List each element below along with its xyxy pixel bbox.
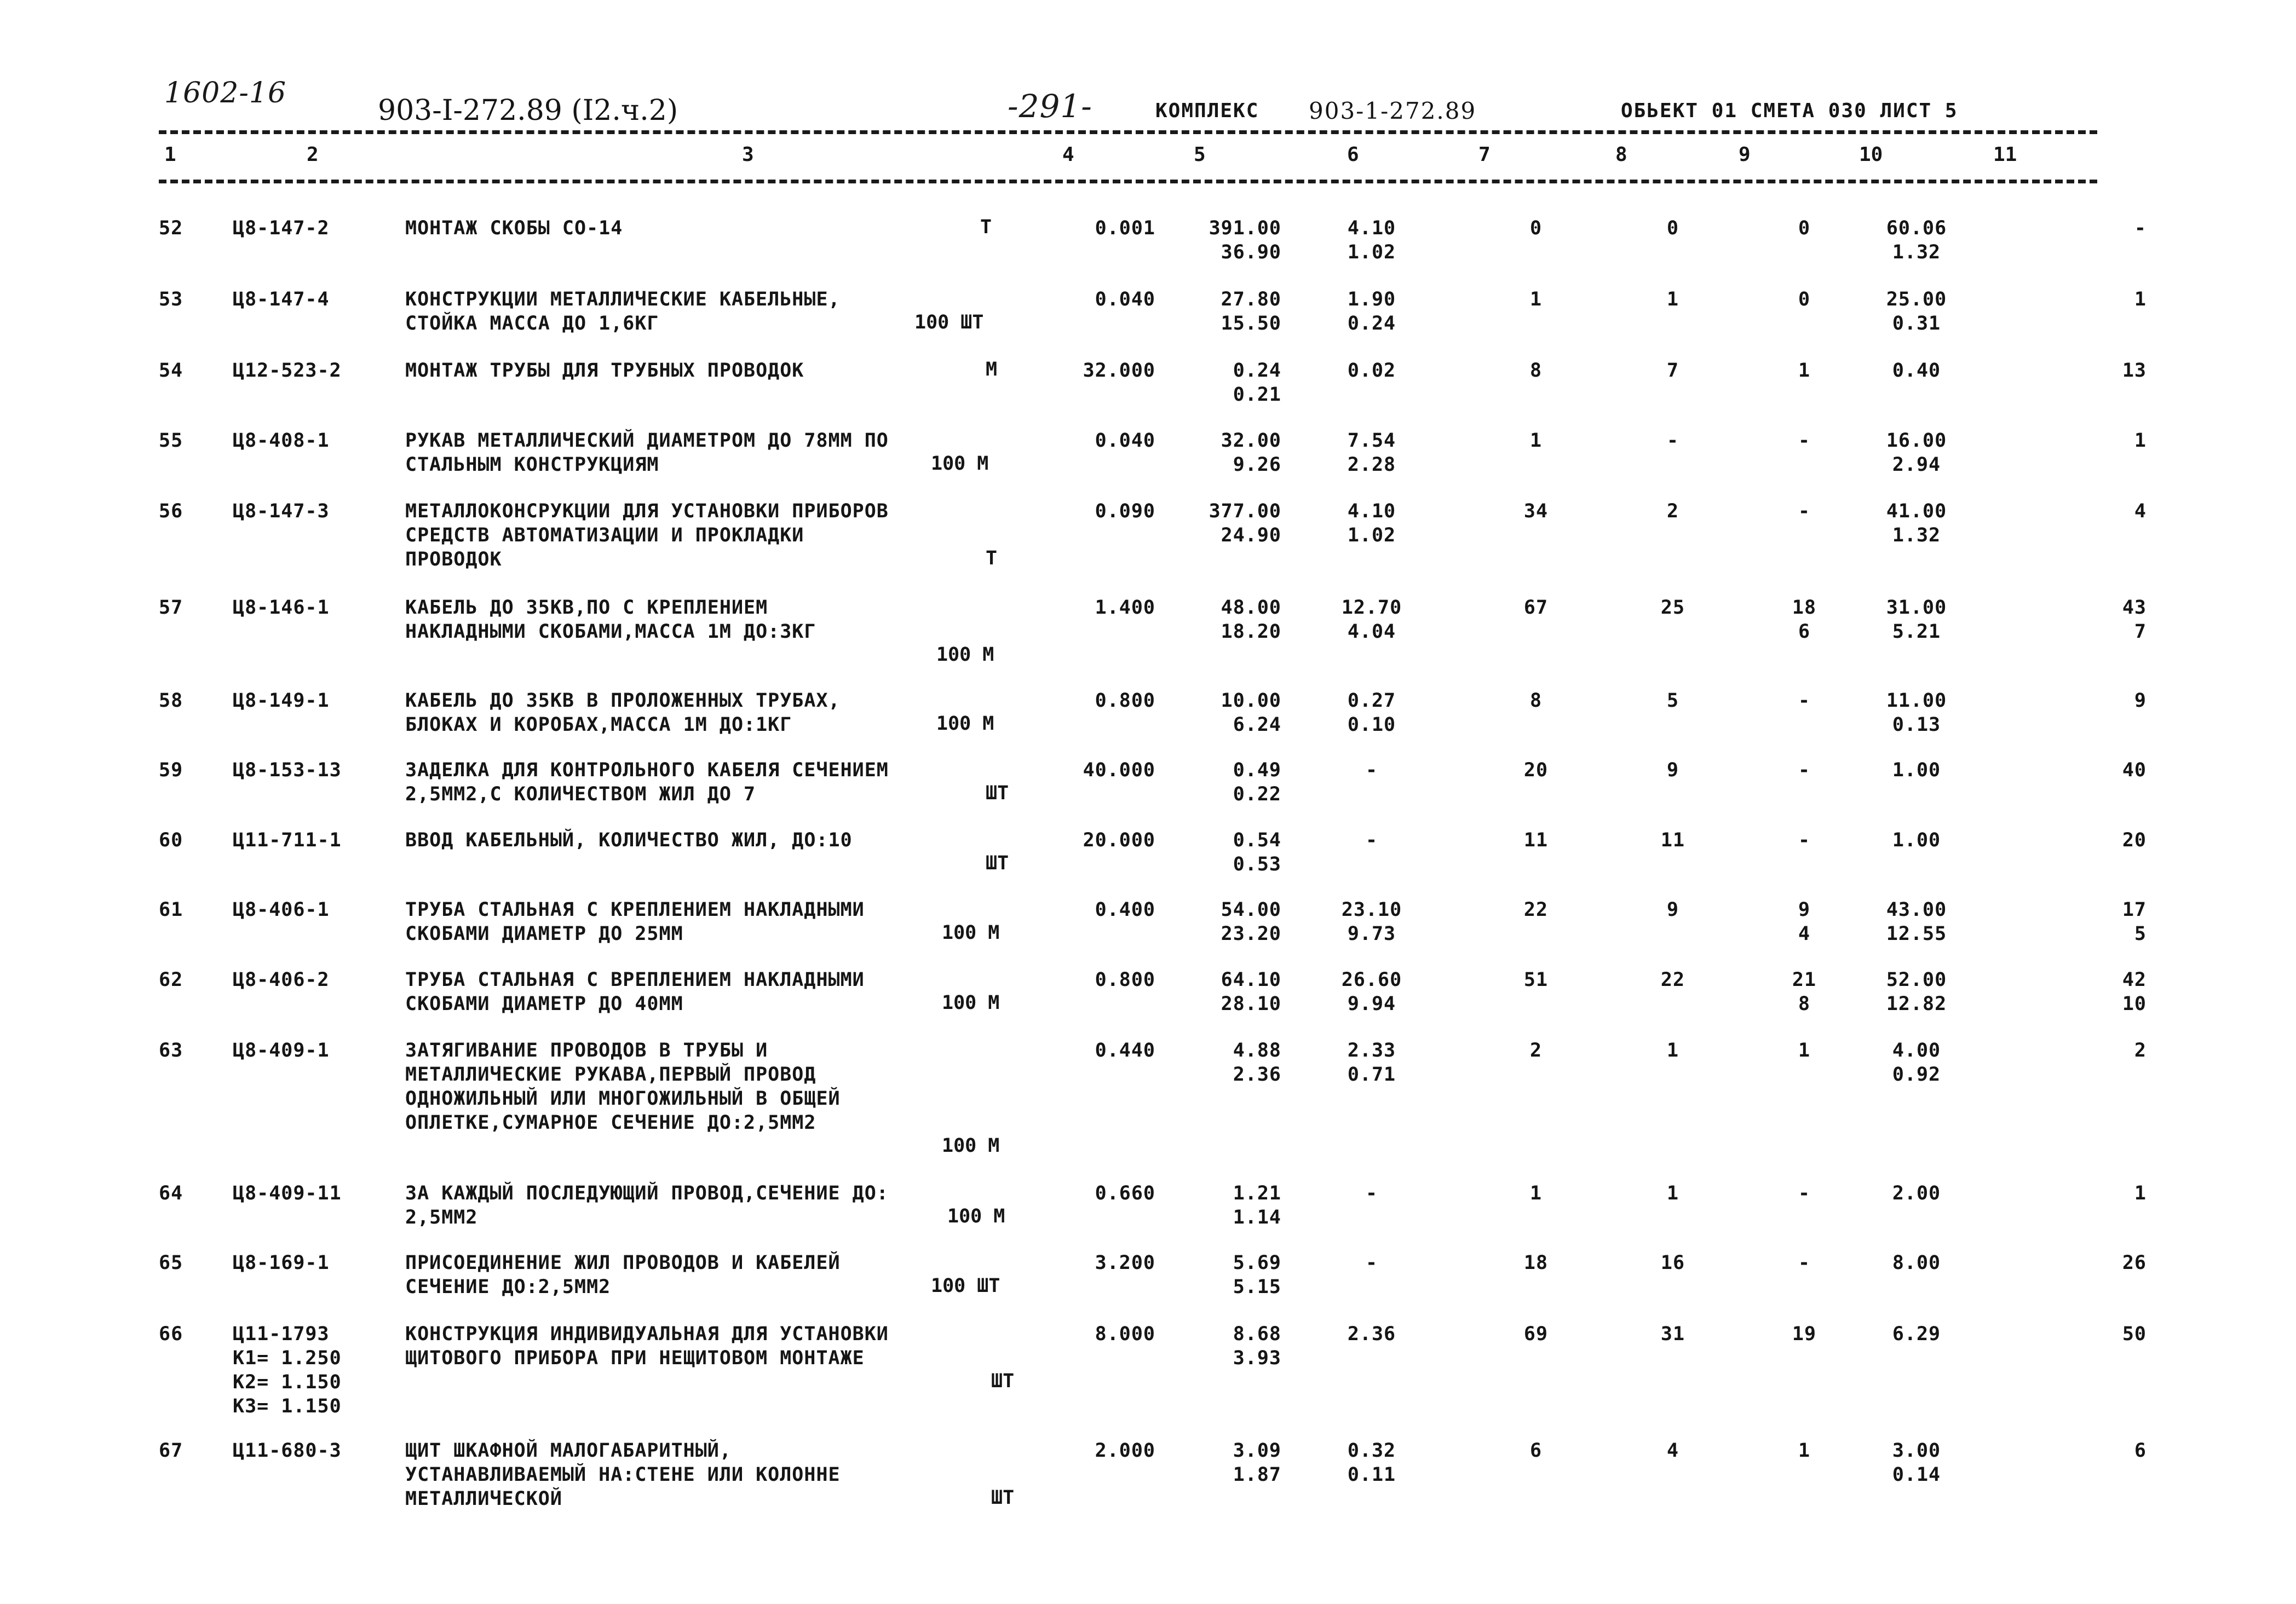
row-col7: 0 — [1529, 217, 1543, 239]
top-rule — [159, 130, 2097, 134]
row-description: ТРУБА СТАЛЬНАЯ С ВРЕПЛЕНИЕМ НАКЛАДНЫМИ СКОБАМИ ДИАМЕТР ДО 40ММ — [405, 969, 865, 1015]
row-col8: 2 — [1666, 500, 1679, 522]
row-unit: 100 М — [942, 992, 1000, 1014]
row-col5: 8.68 3.93 — [1233, 1323, 1281, 1369]
page-number: -291- — [1008, 88, 1092, 125]
row-col10: 0.40 — [1892, 360, 1941, 382]
row-col6: 26.60 9.94 — [1341, 969, 1402, 1015]
row-col11: 50 — [2122, 1323, 2147, 1345]
row-quantity: 0.440 — [1095, 1040, 1155, 1061]
row-col9: - — [1798, 829, 1811, 851]
row-col7: 6 — [1529, 1440, 1543, 1462]
row-number: 63 — [159, 1040, 183, 1061]
row-description: КАБЕЛЬ ДО 35КВ,ПО С КРЕПЛЕНИЕМ НАКЛАДНЫМИ СКОБАМИ,МАССА 1М ДО:3КГ — [405, 597, 816, 643]
row-code: Ц8-147-2 — [233, 217, 330, 239]
row-col9: 18 6 — [1792, 597, 1817, 643]
row-col11: 13 — [2122, 360, 2147, 382]
col-num-1: 1 — [164, 143, 176, 166]
col-num-9: 9 — [1739, 143, 1751, 166]
row-description: ПРИСОЕДИНЕНИЕ ЖИЛ ПРОВОДОВ И КАБЕЛЕЙ СЕЧЕНИЕ ДО:2,5ММ2 — [405, 1252, 841, 1298]
row-code: Ц8-149-1 — [233, 690, 330, 712]
row-number: 60 — [159, 829, 183, 851]
row-quantity: 0.800 — [1095, 969, 1155, 991]
row-unit: ШТ — [991, 1487, 1015, 1509]
row-code: Ц11-1793 К1= 1.250 К2= 1.150 К3= 1.150 — [233, 1323, 342, 1417]
row-quantity: 0.400 — [1095, 899, 1155, 921]
row-quantity: 2.000 — [1095, 1440, 1155, 1462]
row-col10: 60.06 1.32 — [1886, 217, 1947, 263]
column-numbers — [0, 143, 2296, 171]
row-unit: ШТ — [991, 1370, 1015, 1392]
row-code: Ц12-523-2 — [233, 360, 342, 382]
row-col6: 2.36 — [1347, 1323, 1396, 1345]
row-quantity: 0.040 — [1095, 430, 1155, 452]
row-code: Ц8-153-13 — [233, 759, 342, 781]
row-description: ТРУБА СТАЛЬНАЯ С КРЕПЛЕНИЕМ НАКЛАДНЫМИ СКОБАМИ ДИАМЕТР ДО 25ММ — [405, 899, 865, 945]
row-col9: - — [1798, 500, 1811, 522]
row-unit: 100 М — [931, 453, 989, 475]
row-col5: 391.00 36.90 — [1209, 217, 1281, 263]
col-num-11: 11 — [1993, 143, 2017, 166]
row-col11: 17 5 — [2122, 899, 2147, 945]
complex-code: 903-1-272.89 — [1309, 97, 1477, 124]
row-col9: - — [1798, 1252, 1811, 1274]
row-col9: 1 — [1798, 1040, 1811, 1061]
row-code: Ц11-680-3 — [233, 1440, 342, 1462]
row-col7: 18 — [1523, 1252, 1549, 1274]
row-quantity: 40.000 — [1083, 759, 1155, 781]
row-number: 55 — [159, 430, 183, 452]
row-col5: 4.88 2.36 — [1233, 1040, 1281, 1086]
col-num-8: 8 — [1615, 143, 1627, 166]
row-col9: - — [1798, 1182, 1811, 1204]
row-col6: - — [1365, 759, 1378, 781]
row-col10: 41.00 1.32 — [1886, 500, 1947, 546]
row-col6: 0.32 0.11 — [1347, 1440, 1396, 1486]
row-col11: 9 — [2134, 690, 2147, 712]
row-col7: 2 — [1529, 1040, 1543, 1061]
row-quantity: 0.001 — [1095, 217, 1155, 239]
row-description: КАБЕЛЬ ДО 35КВ В ПРОЛОЖЕННЫХ ТРУБАХ, БЛОКАХ И КОРОБАХ,МАССА 1М ДО:1КГ — [405, 690, 841, 736]
row-col10: 11.00 0.13 — [1886, 690, 1947, 736]
row-number: 56 — [159, 500, 183, 522]
row-col8: 16 — [1660, 1252, 1685, 1274]
row-quantity: 8.000 — [1095, 1323, 1155, 1345]
row-col8: 9 — [1666, 759, 1679, 781]
row-col10: 25.00 0.31 — [1886, 289, 1947, 334]
row-col10: 31.00 5.21 — [1886, 597, 1947, 643]
row-col11: 1 — [2134, 289, 2147, 310]
row-unit: 100 М — [947, 1205, 1005, 1227]
row-col10: 3.00 0.14 — [1892, 1440, 1941, 1486]
row-col8: 7 — [1666, 360, 1679, 382]
row-col8: 5 — [1666, 690, 1679, 712]
row-code: Ц8-409-1 — [233, 1040, 330, 1061]
row-col9: 1 — [1798, 1440, 1811, 1462]
row-col8: 25 — [1660, 597, 1685, 619]
row-quantity: 1.400 — [1095, 597, 1155, 619]
row-col8: 1 — [1666, 1040, 1679, 1061]
row-col7: 1 — [1529, 1182, 1543, 1204]
row-description: ЩИТ ШКАФНОЙ МАЛОГАБАРИТНЫЙ, УСТАНАВЛИВАЕМЫЙ НА:СТЕНЕ ИЛИ КОЛОННЕ МЕТАЛЛИЧЕСКОЙ — [405, 1440, 841, 1510]
complex-label: КОМПЛЕКС — [1155, 100, 1259, 122]
row-col9: 19 — [1792, 1323, 1817, 1345]
row-col10: 4.00 0.92 — [1892, 1040, 1941, 1086]
row-col7: 8 — [1529, 360, 1543, 382]
row-col6: 23.10 9.73 — [1341, 899, 1402, 945]
row-description: ЗА КАЖДЫЙ ПОСЛЕДУЮЩИЙ ПРОВОД,СЕЧЕНИЕ ДО: 2,5ММ2 — [405, 1182, 889, 1228]
row-col6: 2.33 0.71 — [1347, 1040, 1396, 1086]
row-col11: 1 — [2134, 430, 2147, 452]
row-col8: 1 — [1666, 1182, 1679, 1204]
row-col10: 52.00 12.82 — [1886, 969, 1947, 1015]
row-col9: 0 — [1798, 289, 1811, 310]
row-col5: 5.69 5.15 — [1233, 1252, 1281, 1298]
object-info: ОБЬЕКТ 01 СМЕТА 030 ЛИСТ 5 — [1621, 100, 1958, 122]
row-unit: 100 ШТ — [914, 311, 984, 333]
col-num-2: 2 — [307, 143, 319, 166]
row-unit: ШТ — [986, 852, 1009, 874]
row-col5: 64.10 28.10 — [1221, 969, 1281, 1015]
row-col11: 4 — [2134, 500, 2147, 522]
row-code: Ц8-146-1 — [233, 597, 330, 619]
row-unit: Т — [980, 216, 992, 238]
row-col7: 11 — [1523, 829, 1549, 851]
project-code: 903-I-272.89 (I2.ч.2) — [378, 94, 678, 127]
row-code: Ц8-406-2 — [233, 969, 330, 991]
row-col10: 16.00 2.94 — [1886, 430, 1947, 476]
row-number: 58 — [159, 690, 183, 712]
row-col5: 0.24 0.21 — [1233, 360, 1281, 406]
row-quantity: 0.040 — [1095, 289, 1155, 310]
row-col5: 48.00 18.20 — [1221, 597, 1281, 643]
row-code: Ц8-169-1 — [233, 1252, 330, 1274]
row-col8: 9 — [1666, 899, 1679, 921]
row-description: МЕТАЛЛОКОНСРУКЦИИ ДЛЯ УСТАНОВКИ ПРИБОРОВ СРЕДСТВ АВТОМАТИЗАЦИИ И ПРОКЛАДКИ ПРОВОДОК — [405, 500, 889, 570]
row-col5: 10.00 6.24 — [1221, 690, 1281, 736]
row-number: 61 — [159, 899, 183, 921]
row-number: 62 — [159, 969, 183, 991]
row-col10: 1.00 — [1892, 829, 1941, 851]
row-quantity: 20.000 — [1083, 829, 1155, 851]
row-number: 59 — [159, 759, 183, 781]
row-quantity: 0.090 — [1095, 500, 1155, 522]
row-col5: 1.21 1.14 — [1233, 1182, 1281, 1228]
row-unit: 100 М — [936, 713, 994, 735]
row-col6: 0.02 — [1347, 360, 1396, 382]
row-description: РУКАВ МЕТАЛЛИЧЕСКИЙ ДИАМЕТРОМ ДО 78ММ ПО СТАЛЬНЫМ КОНСТРУКЦИЯМ — [405, 430, 889, 476]
row-number: 54 — [159, 360, 183, 382]
row-col8: 0 — [1666, 217, 1679, 239]
row-number: 53 — [159, 289, 183, 310]
row-col5: 32.00 9.26 — [1221, 430, 1281, 476]
row-quantity: 0.800 — [1095, 690, 1155, 712]
row-col11: 1 — [2134, 1182, 2147, 1204]
row-number: 65 — [159, 1252, 183, 1274]
col-num-6: 6 — [1347, 143, 1359, 166]
row-description: КОНСТРУКЦИИ МЕТАЛЛИЧЕСКИЕ КАБЕЛЬНЫЕ, СТОЙКА МАССА ДО 1,6КГ — [405, 289, 841, 334]
row-col8: 11 — [1660, 829, 1685, 851]
row-col9: - — [1798, 430, 1811, 452]
row-col9: 0 — [1798, 217, 1811, 239]
col-num-4: 4 — [1062, 143, 1074, 166]
row-col9: 9 4 — [1798, 899, 1811, 945]
row-code: Ц8-147-4 — [233, 289, 330, 310]
row-col11: 20 — [2122, 829, 2147, 851]
row-col6: - — [1365, 829, 1378, 851]
col-num-3: 3 — [742, 143, 754, 166]
row-col8: 1 — [1666, 289, 1679, 310]
row-col10: 1.00 — [1892, 759, 1941, 781]
row-col8: 31 — [1660, 1323, 1685, 1345]
row-col7: 22 — [1523, 899, 1549, 921]
col-num-5: 5 — [1194, 143, 1206, 166]
row-col7: 1 — [1529, 430, 1543, 452]
row-col6: 1.90 0.24 — [1347, 289, 1396, 334]
row-col11: 40 — [2122, 759, 2147, 781]
row-col10: 6.29 — [1892, 1323, 1941, 1345]
row-col11: - — [2134, 217, 2147, 239]
row-col11: 43 7 — [2122, 597, 2147, 643]
col-num-10: 10 — [1859, 143, 1883, 166]
row-col6: - — [1365, 1182, 1378, 1204]
row-unit: 100 М — [942, 1135, 1000, 1157]
row-col11: 42 10 — [2122, 969, 2147, 1015]
row-col11: 26 — [2122, 1252, 2147, 1274]
row-col7: 51 — [1523, 969, 1549, 991]
row-col10: 2.00 — [1892, 1182, 1941, 1204]
row-col6: 0.27 0.10 — [1347, 690, 1396, 736]
row-number: 57 — [159, 597, 183, 619]
row-col7: 8 — [1529, 690, 1543, 712]
row-unit: ШТ — [986, 782, 1009, 804]
row-col9: - — [1798, 690, 1811, 712]
row-unit: М — [986, 359, 998, 380]
row-col5: 0.54 0.53 — [1233, 829, 1281, 875]
row-col8: 4 — [1666, 1440, 1679, 1462]
row-col7: 67 — [1523, 597, 1549, 619]
row-quantity: 3.200 — [1095, 1252, 1155, 1274]
row-unit: 100 М — [942, 922, 1000, 944]
row-col10: 8.00 — [1892, 1252, 1941, 1274]
row-unit: 100 ШТ — [931, 1275, 1000, 1297]
row-col7: 34 — [1523, 500, 1549, 522]
row-col5: 27.80 15.50 — [1221, 289, 1281, 334]
row-col5: 0.49 0.22 — [1233, 759, 1281, 805]
row-code: Ц8-406-1 — [233, 899, 330, 921]
row-col6: 7.54 2.28 — [1347, 430, 1396, 476]
row-col5: 377.00 24.90 — [1209, 500, 1281, 546]
row-number: 66 — [159, 1323, 183, 1345]
row-col5: 54.00 23.20 — [1221, 899, 1281, 945]
row-description: ВВОД КАБЕЛЬНЫЙ, КОЛИЧЕСТВО ЖИЛ, ДО:10 — [405, 829, 853, 851]
row-col9: 1 — [1798, 360, 1811, 382]
row-code: Ц8-408-1 — [233, 430, 330, 452]
row-col9: 21 8 — [1792, 969, 1817, 1015]
row-quantity: 32.000 — [1083, 360, 1155, 382]
row-col6: 12.70 4.04 — [1341, 597, 1402, 643]
row-col7: 1 — [1529, 289, 1543, 310]
row-description: ЗАТЯГИВАНИЕ ПРОВОДОВ В ТРУБЫ И МЕТАЛЛИЧЕСКИЕ РУКАВА,ПЕРВЫЙ ПРОВОД ОДНОЖИЛЬНЫЙ ИЛИ МНОГОЖИЛЬНЫЙ В ОБЩЕЙ ОПЛЕТКЕ,СУМАРНОЕ СЕЧЕНИЕ ДО:2,5ММ2 — [405, 1040, 841, 1134]
row-description: МОНТАЖ СКОБЫ СО-14 — [405, 217, 623, 239]
row-description: ЗАДЕЛКА ДЛЯ КОНТРОЛЬНОГО КАБЕЛЯ СЕЧЕНИЕМ 2,5ММ2,С КОЛИЧЕСТВОМ ЖИЛ ДО 7 — [405, 759, 889, 805]
row-number: 64 — [159, 1182, 183, 1204]
row-col8: - — [1666, 430, 1679, 452]
row-quantity: 0.660 — [1095, 1182, 1155, 1204]
row-col11: 2 — [2134, 1040, 2147, 1061]
row-col5: 3.09 1.87 — [1233, 1440, 1281, 1486]
row-col8: 22 — [1660, 969, 1685, 991]
row-unit: Т — [986, 547, 998, 569]
row-col7: 20 — [1523, 759, 1549, 781]
row-col6: 4.10 1.02 — [1347, 217, 1396, 263]
row-unit: 100 М — [936, 644, 994, 666]
row-col7: 69 — [1523, 1323, 1549, 1345]
row-col11: 6 — [2134, 1440, 2147, 1462]
row-col6: - — [1365, 1252, 1378, 1274]
row-col6: 4.10 1.02 — [1347, 500, 1396, 546]
handwritten-number: 1602-16 — [164, 77, 287, 109]
row-code: Ц8-409-11 — [233, 1182, 342, 1204]
row-col9: - — [1798, 759, 1811, 781]
row-number: 67 — [159, 1440, 183, 1462]
row-col10: 43.00 12.55 — [1886, 899, 1947, 945]
row-description: КОНСТРУКЦИЯ ИНДИВИДУАЛЬНАЯ ДЛЯ УСТАНОВКИ ЩИТОВОГО ПРИБОРА ПРИ НЕЩИТОВОМ МОНТАЖЕ — [405, 1323, 889, 1369]
row-code: Ц8-147-3 — [233, 500, 330, 522]
row-number: 52 — [159, 217, 183, 239]
row-code: Ц11-711-1 — [233, 829, 342, 851]
col-num-7: 7 — [1478, 143, 1491, 166]
header-rule — [159, 180, 2097, 183]
row-description: МОНТАЖ ТРУБЫ ДЛЯ ТРУБНЫХ ПРОВОДОК — [405, 360, 804, 382]
